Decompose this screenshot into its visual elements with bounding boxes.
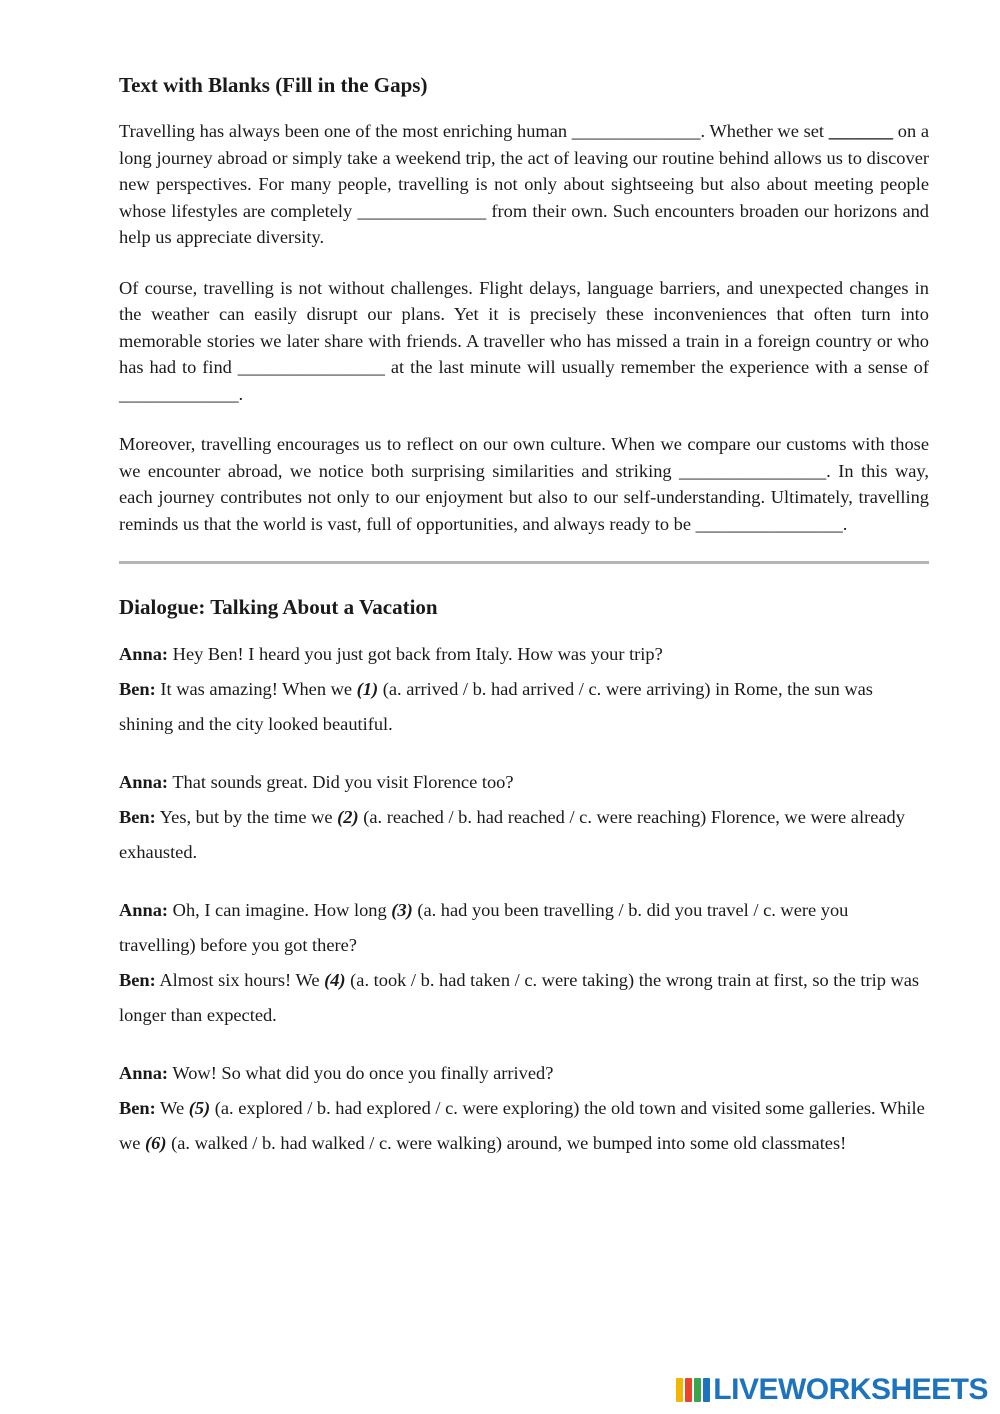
turn-text: Yes, but by the time we [155, 807, 338, 827]
speaker-label: Ben: [119, 679, 156, 699]
gap-blank-4[interactable]: ________________ [237, 357, 385, 377]
gap-blank-6[interactable]: ________________ [679, 460, 827, 481]
gap-blank-2[interactable]: _______ [828, 121, 894, 141]
turn-text: Wow! So what did you do once you finally arrived? [168, 1063, 554, 1083]
paragraph-3 [119, 431, 929, 537]
gap-blank-5[interactable]: _____________ [119, 383, 239, 404]
text-segment: at the last minute will usually remember the experience with a sense of [384, 357, 929, 377]
turn-text: Almost six hours! We [155, 970, 325, 990]
speaker-label: Ben: [119, 1098, 156, 1118]
turn-text: Oh, I can imagine. How long [168, 900, 392, 920]
dialogue-turn-anna-1 [119, 637, 929, 672]
turn-text: That sounds great. Did you visit Florence too? [168, 772, 514, 792]
speaker-label: Anna: [119, 1063, 169, 1083]
question-number-3[interactable]: (3) [391, 900, 413, 920]
answer-options: (a. walked / b. had walked / c. were walking) around, we bumped into some old classmates! [166, 1133, 847, 1153]
speaker-label: Ben: [119, 807, 156, 827]
speaker-label: Anna: [119, 644, 169, 664]
dialogue-turn-anna-4 [119, 1056, 929, 1091]
gap-blank-3[interactable]: ______________ [357, 200, 487, 221]
turn-text: It was amazing! When we [155, 679, 357, 699]
dialogue-turn-ben-4 [119, 1091, 929, 1161]
answer-options: (a. arrived / b. had arrived / c. were arriving) in Rome, the sun was shining and the city looked beautiful. [119, 679, 873, 734]
text-segment: Travelling has always been one of the most enriching human [119, 121, 572, 141]
text-segment: . [842, 513, 848, 534]
logo-bar-2 [685, 1378, 692, 1402]
gaps-section-title: Text with Blanks (Fill in the Gaps) [119, 73, 428, 97]
text-segment: on a long journey abroad or simply take a weekend trip, the act of leaving our routine behind allows us to discover new perspectives. For many people, travelling is not only about sightseeing but also about meeting people whose lifestyles are completely [119, 121, 929, 221]
logo-text: LIVEWORKSHEETS [713, 1373, 988, 1406]
answer-options: (a. explored / b. had explored / c. were exploring) the old town and visited some galleries. While we [119, 1098, 925, 1153]
section-divider [119, 561, 929, 564]
logo-bar-3 [694, 1378, 701, 1402]
dialogue-turn-ben-3 [119, 963, 929, 1033]
dialogue-turn-anna-3 [119, 893, 929, 963]
turn-text: Hey Ben! I heard you just got back from Italy. How was your trip? [168, 644, 663, 664]
speaker-label: Anna: [119, 900, 169, 920]
question-number-2[interactable]: (2) [337, 807, 359, 827]
gap-blank-1[interactable]: ______________ [571, 121, 701, 141]
question-number-6[interactable]: (6) [145, 1133, 167, 1153]
logo-mark-icon [676, 1378, 710, 1402]
text-segment: . Whether we set [700, 121, 829, 141]
dialogue-turn-anna-2 [119, 765, 929, 800]
turn-text: We [155, 1098, 189, 1118]
liveworksheets-logo[interactable] [676, 1372, 988, 1408]
dialogue-turn-ben-1 [119, 672, 929, 742]
speaker-label: Anna: [119, 772, 169, 792]
gap-blank-7[interactable]: ________________ [695, 513, 843, 534]
logo-bar-4 [703, 1378, 710, 1402]
text-segment: . In this way, each journey contributes not only to our enjoyment but also to our self-understanding. Ultimately, travelling reminds us that the world is vast, full of opportunities, and always ready to be [119, 460, 930, 534]
text-segment: from their own. Such encounters broaden our horizons and help us appreciate diversity. [119, 200, 929, 247]
dialogue-section-title: Dialogue: Talking About a Vacation [119, 595, 438, 619]
text-segment: Of course, travelling is not without challenges. Flight delays, language barriers, and unexpected changes in the weather can easily disrupt our plans. Yet it is precisely these inconveniences that often turn into memorable stories we later share with friends. A traveller who has missed a train in a foreign country or who has had to find [119, 277, 929, 377]
answer-options: (a. took / b. had taken / c. were taking) the wrong train at first, so the trip was longer than expected. [119, 970, 920, 1025]
text-segment: Moreover, travelling encourages us to reflect on our own culture. When we compare our customs with those we encounter abroad, we notice both surprising similarities and striking [119, 434, 929, 481]
answer-options: (a. reached / b. had reached / c. were reaching) Florence, we were already exhausted. [119, 807, 905, 862]
dialogue-turn-ben-2 [119, 800, 929, 870]
logo-bar-1 [676, 1378, 683, 1402]
worksheet-page [119, 70, 929, 1161]
answer-options: (a. had you been travelling / b. did you travel / c. were you travelling) before you got there? [119, 900, 849, 955]
paragraph-1 [119, 118, 929, 251]
question-number-5[interactable]: (5) [188, 1098, 211, 1118]
question-number-4[interactable]: (4) [324, 970, 346, 990]
speaker-label: Ben: [119, 970, 156, 990]
paragraph-2 [119, 275, 929, 408]
text-segment: . [238, 383, 244, 404]
question-number-1[interactable]: (1) [356, 679, 379, 699]
